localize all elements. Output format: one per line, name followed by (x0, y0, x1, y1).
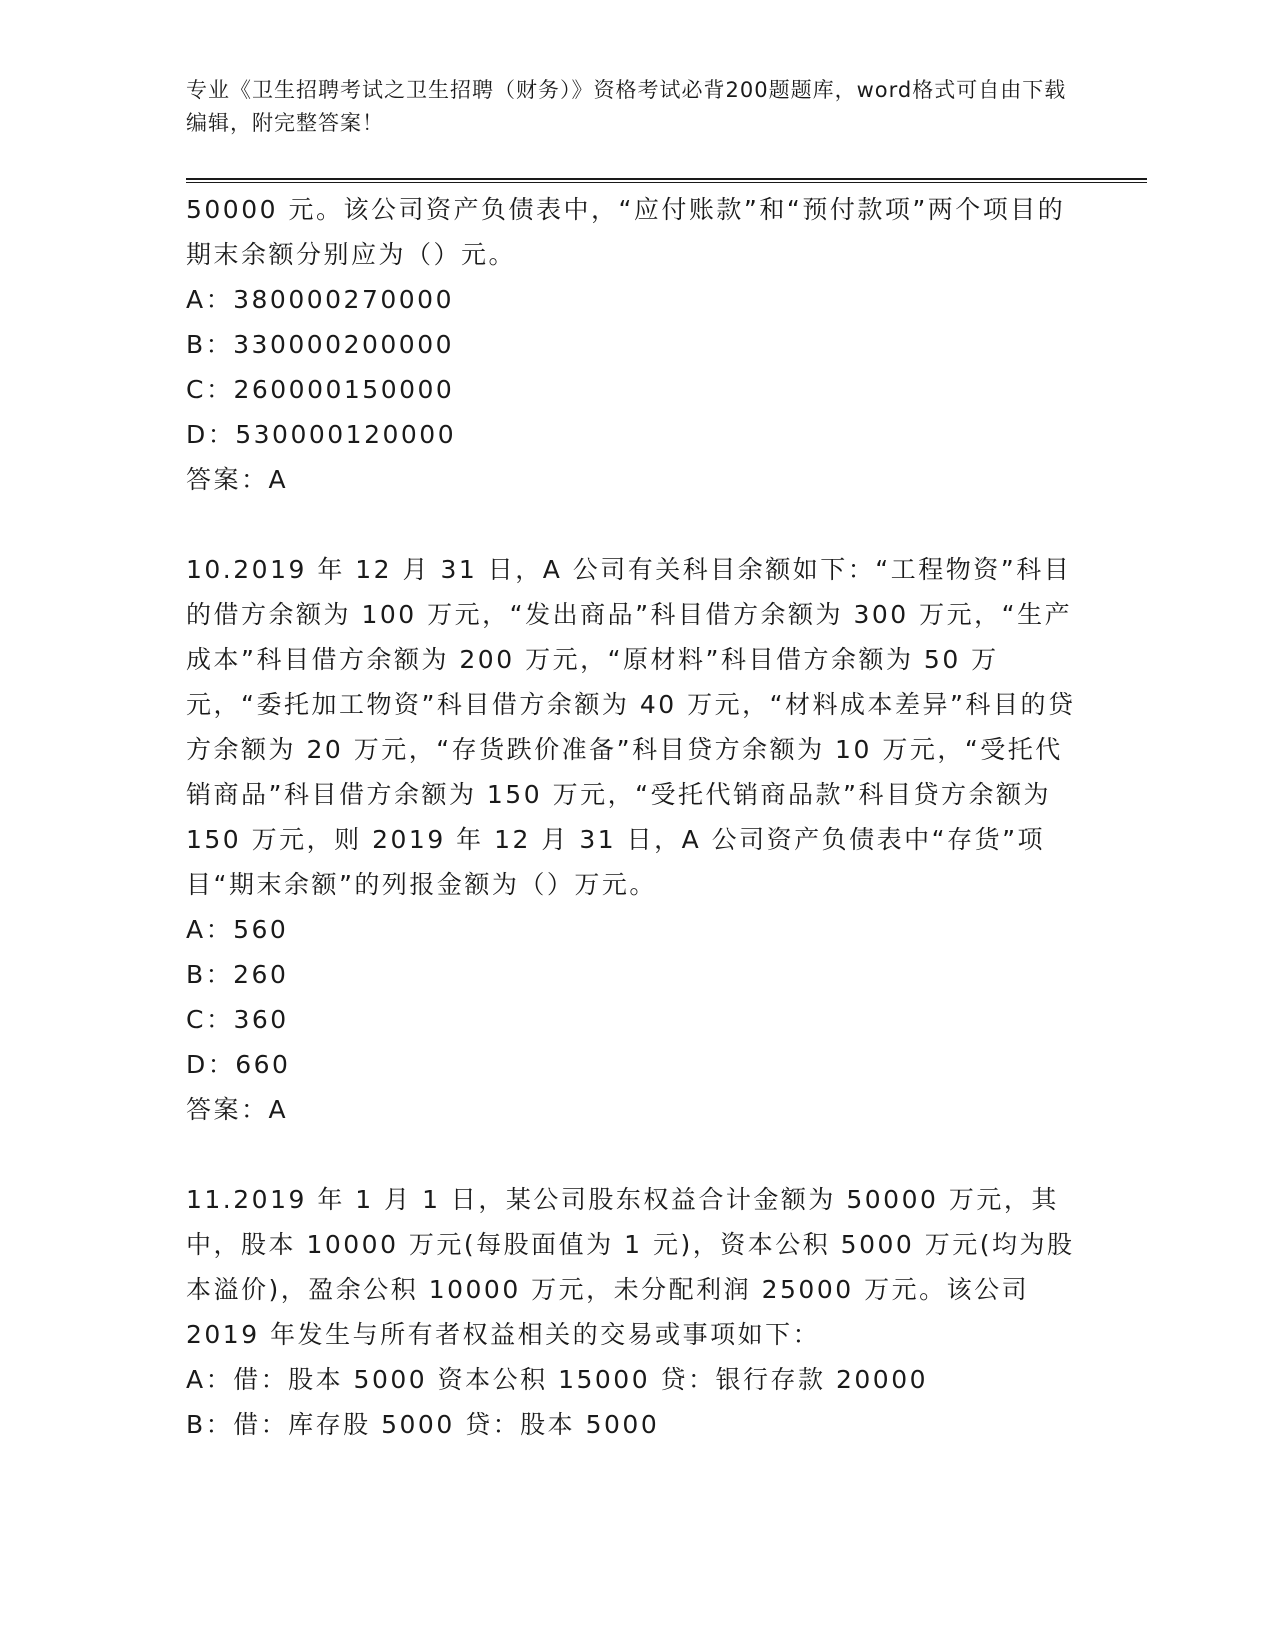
question-11 (186, 1177, 1076, 1447)
page-header: 专业《卫生招聘考试之卫生招聘（财务）》资格考试必背200题题库，word格式可自由下载编辑，附完整答案！ (186, 78, 1067, 135)
option-b: B：借：库存股 5000 贷：股本 5000 (186, 1410, 660, 1439)
spacer (186, 1132, 1076, 1177)
document-body (186, 187, 1076, 1447)
option-b: B：260 (186, 960, 289, 989)
spacer (186, 502, 1076, 547)
question-10 (186, 547, 1076, 1132)
continued-question (186, 187, 1076, 502)
question-text: 11.2019 年 1 月 1 日，某公司股东权益合计金额为 50000 万元，其中，股本 10000 万元(每股面值为 1 元)，资本公积 5000 万元(均为股本溢价)，盈余公积 10000 万元，未分配利润 25000 万元。该公司 2019 年发生与所有者权益相关的交易或事项如下： (186, 1185, 1075, 1349)
question-text: 10.2019 年 12 月 31 日，A 公司有关科目余额如下：“工程物资”科目的借方余额为 100 万元，“发出商品”科目借方余额为 300 万元，“生产成本”科目借方余额为 200 万元，“原材料”科目借方余额为 50 万元，“委托加工物资”科目借方余额为 40 万元，“材料成本差异”科目的贷方余额为 20 万元，“存货跌价准备”科目贷方余额为 10 万元，“受托代销商品”科目借方余额为 150 万元，“受托代销商品款”科目贷方余额为 150 万元，则 2019 年 12 月 31 日，A 公司资产负债表中“存货”项目“期末余额”的列报金额为（）万元。 (186, 555, 1076, 899)
option-c: C：360 (186, 1005, 289, 1034)
header-divider (186, 178, 1147, 183)
option-d: D：530000120000 (186, 420, 457, 449)
option-a: A：560 (186, 915, 289, 944)
answer: 答案：A (186, 465, 289, 494)
option-b: B：330000200000 (186, 330, 455, 359)
option-a: A：380000270000 (186, 285, 454, 314)
answer: 答案：A (186, 1095, 289, 1124)
question-text: 50000 元。该公司资产负债表中，“应付账款”和“预付款项”两个项目的期末余额分别应为（）元。 (186, 195, 1066, 269)
option-d: D：660 (186, 1050, 291, 1079)
option-c: C：260000150000 (186, 375, 455, 404)
option-a: A：借：股本 5000 资本公积 15000 贷：银行存款 20000 (186, 1365, 929, 1394)
